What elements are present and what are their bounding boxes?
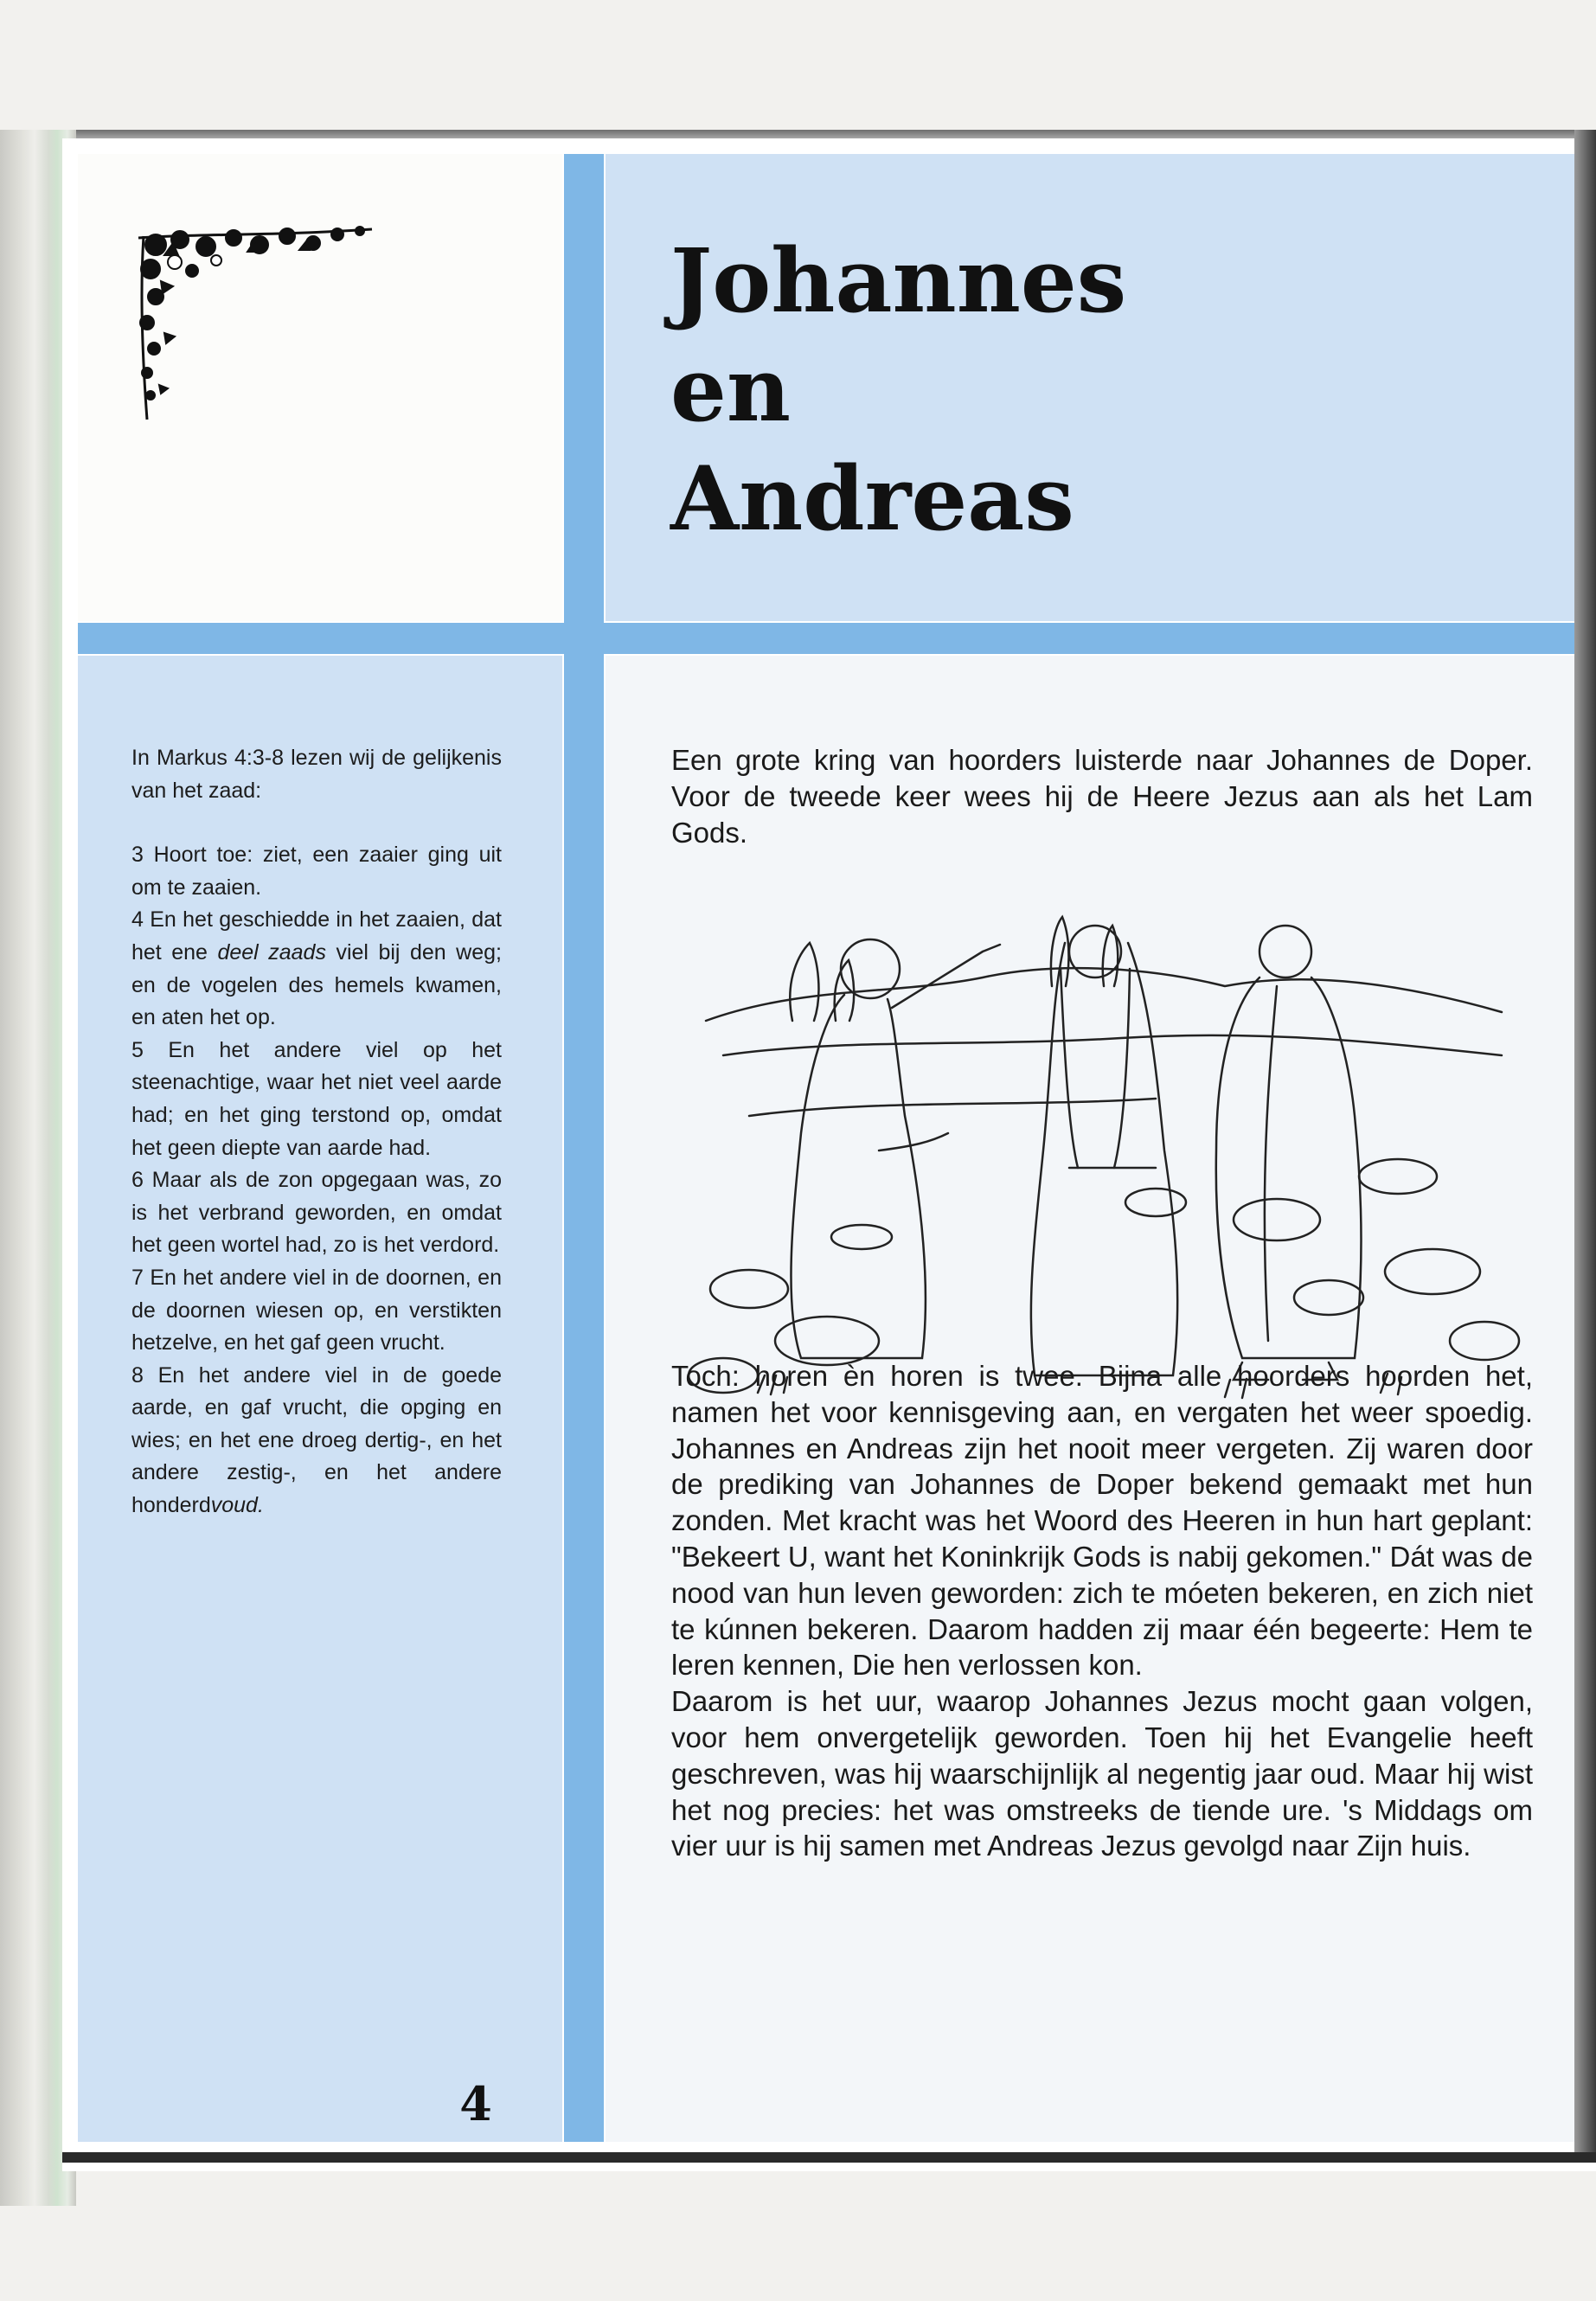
verse-8: 8 En het andere viel in de goede aarde, en gaf vrucht, die opging en wies; en het ene droeg dertig-, en het andere zestig-, en het andere honderdvoud. xyxy=(131,1362,502,1518)
floral-corner-ornament xyxy=(130,221,389,428)
story-intro: Een grote kring van hoorders luisterde naar Johannes de Doper. Voor de tweede keer wees hij de Heere Jezus aan als het Lam Gods. xyxy=(671,744,1533,849)
verse-5: 5 En het andere viel op het steenachtige, waar het niet veel aarde had; en het ging terstond op, omdat het geen diepte van aarde had. xyxy=(131,1037,502,1160)
page-bottom-edge xyxy=(62,2152,1596,2163)
verse-4: 4 En het geschiedde in het zaaien, dat het ene deel zaads viel bij den weg; en de vogelen des hemels kwamen, en aten het op. xyxy=(131,907,502,1030)
title-line-1: Johannes xyxy=(670,229,1127,333)
story-paragraph-2: Daarom is het uur, waarop Johannes Jezus mocht gaan volgen, voor hem onvergetelijk geworden. Toen hij het Evangelie heeft geschreven, was hij waarschijnlijk al negentig jaar oud. Maar hij wist het nog precies: het was omstreeks de tiende ure. 's Middags om vier uur is hij samen met Andreas Jezus gevolgd naar Zijn huis. xyxy=(671,1685,1533,1862)
book-spine-shadow xyxy=(1574,130,1596,2163)
verse-3: 3 Hoort toe: ziet, een zaaier ging uit om te zaaien. xyxy=(131,843,502,900)
three-men-illustration xyxy=(671,891,1536,1419)
page-number: 4 xyxy=(459,2076,492,2131)
title-line-2: en xyxy=(670,338,792,442)
story-paragraph-1: Toch: horen èn horen is twee. Bijna alle hoorders hoorden het, namen het voor kennisgeving aan, en vergaten het weer spoedig. Johannes en Andreas zijn het nooit meer vergeten. Zij waren door de prediking van Johannes de Doper bekend gemaakt met hun zonden. Met kracht was het Woord des Heeren in hun hart geplant: "Bekeert U, want het Koninkrijk Gods is nabij gekomen." Dát was de nood van hun leven geworden: zich te móeten bekeren, en zich niet te kúnnen bekeren. Daarom hadden zij maar één begeerte: Hem te leren kennen, Die hen verlossen kon. xyxy=(671,1360,1533,1682)
page-title xyxy=(670,227,1449,554)
verse-7: 7 En het andere viel in de doornen, en de doornen wiesen op, en verstikten hetzelve, en het gaf geen vrucht. xyxy=(131,1265,502,1356)
scripture-text xyxy=(131,742,502,1522)
title-line-3: Andreas xyxy=(670,447,1074,551)
cross-horizontal-bar xyxy=(78,623,1574,654)
story-body xyxy=(671,1358,1533,1864)
verse-6: 6 Maar als de zon opgegaan was, zo is het verbrand geworden, en omdat het geen wortel had, zo is het verdord. xyxy=(131,1168,502,1258)
scripture-intro: In Markus 4:3-8 lezen wij de gelijkenis van het zaad: xyxy=(131,746,502,803)
cross-vertical-bar xyxy=(564,154,604,2142)
